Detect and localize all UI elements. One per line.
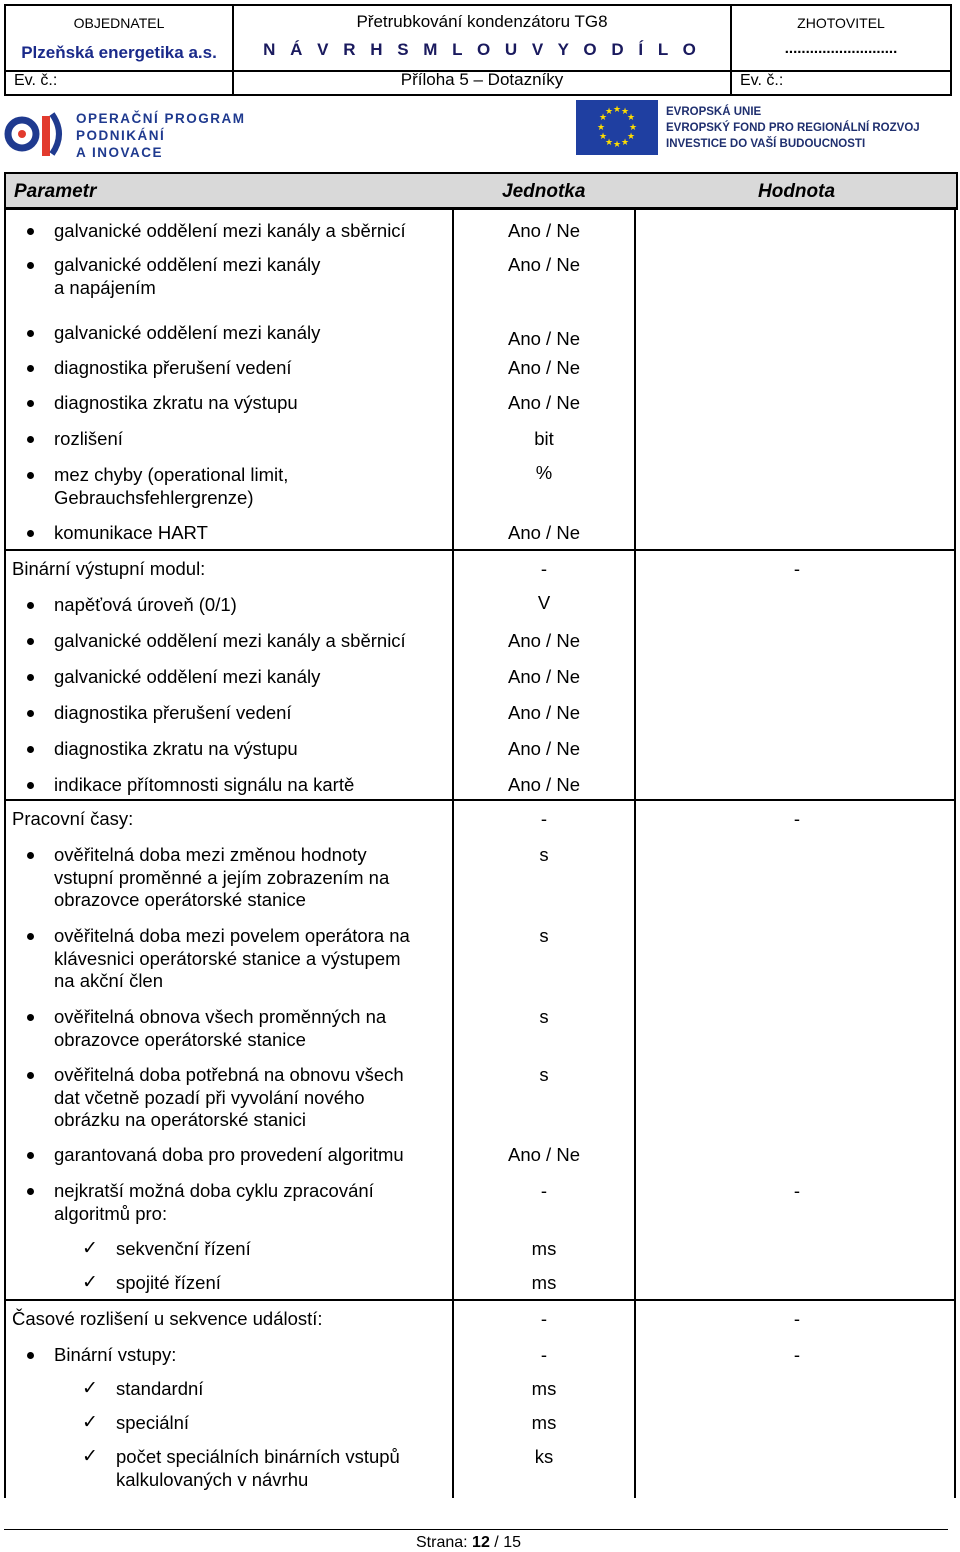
unit-cell: - [540, 1344, 548, 1365]
bullet-icon [27, 782, 34, 789]
bullet-icon [27, 262, 34, 269]
bullet-icon [27, 602, 34, 609]
parameter-label: galvanické oddělení mezi kanály a sběrnicí [54, 630, 406, 651]
header-jednotka: Jednotka [502, 181, 586, 202]
unit-cell: ks [534, 1446, 554, 1467]
svg-text:★: ★ [626, 113, 636, 123]
eu-flag-icon [576, 100, 658, 155]
page-label: Strana: [416, 1534, 468, 1551]
parameter-label: počet speciálních binárních vstupů [116, 1446, 400, 1467]
unit-cell: s [539, 844, 549, 865]
unit-cell: Ano / Ne [508, 522, 580, 543]
bullet-icon [27, 1188, 34, 1195]
parameter-label: spojité řízení [116, 1272, 221, 1293]
unit-cell: Ano / Ne [508, 357, 580, 378]
op-pik-text [76, 110, 246, 161]
parameter-label: standardní [116, 1378, 204, 1399]
op-line-2: PODNIKÁNÍ [76, 128, 166, 143]
header-client-cell [6, 6, 234, 94]
contractor-label: ZHOTOVITEL [797, 15, 885, 31]
bullet-icon [27, 1152, 34, 1159]
parameter-label: na akční člen [54, 970, 164, 991]
eu-line-1: EVROPSKÁ UNIE [666, 106, 762, 118]
unit-cell: % [535, 462, 553, 483]
unit-cell: s [539, 925, 549, 946]
document-subtitle: N Á V R H S M L O U V Y O D Í L O [263, 40, 701, 59]
parameter-label: obrazovce operátorské stanice [54, 1028, 306, 1050]
bullet-icon [27, 1014, 34, 1021]
unit-cell: Ano / Ne [508, 254, 580, 275]
bullet-icon [27, 400, 34, 407]
value-cell[interactable]: - [793, 1308, 801, 1329]
parameter-label: rozlišení [54, 428, 123, 449]
section-divider [4, 549, 956, 551]
svg-text:★: ★ [598, 132, 608, 142]
document-header [4, 4, 952, 96]
parameter-label: indikace přítomnosti signálu na kartě [54, 774, 355, 795]
bullet-icon [27, 436, 34, 443]
parameter-label: komunikace HART [54, 522, 208, 543]
parameter-label: mez chyby (operational limit, [54, 464, 289, 485]
svg-text:★: ★ [612, 105, 622, 115]
unit-cell: Ano / Ne [508, 630, 580, 651]
parameter-label: galvanické oddělení mezi kanály a sběrnicí [54, 220, 406, 241]
bullet-icon [27, 674, 34, 681]
ev-left: Ev. č.: [14, 72, 58, 89]
op-line-3: A INOVACE [76, 145, 164, 160]
bullet-icon [27, 933, 34, 940]
unit-cell: ms [531, 1238, 557, 1259]
value-cell[interactable]: - [793, 1344, 801, 1365]
page-number: 12 [472, 1534, 490, 1551]
header-hodnota: Hodnota [758, 181, 836, 202]
unit-cell: bit [534, 428, 554, 449]
footer-rule [4, 1529, 948, 1530]
table-header [4, 172, 958, 210]
unit-cell: Ano / Ne [508, 702, 580, 723]
parameter-label: speciální [116, 1412, 190, 1433]
parameter-label: dat včetně pozadí při vyvolání nového [54, 1086, 365, 1108]
checkmark-icon: ✓ [82, 1412, 98, 1433]
parameter-label: diagnostika zkratu na výstupu [54, 392, 298, 413]
section-divider [4, 799, 956, 801]
eu-line-3: INVESTICE DO VAŠÍ BUDOUCNOSTI [666, 138, 866, 150]
svg-text:★: ★ [604, 138, 614, 148]
parameter-label: sekvenční řízení [116, 1238, 251, 1259]
svg-text:★: ★ [620, 138, 630, 148]
eu-logo [576, 100, 956, 158]
svg-text:★: ★ [626, 132, 636, 142]
parameter-label: kalkulovaných v návrhu [116, 1468, 309, 1490]
unit-cell: Ano / Ne [508, 738, 580, 759]
op-line-1: OPERAČNÍ PROGRAM [76, 111, 246, 126]
parameter-label: nejkratší možná doba cyklu zpracování [54, 1180, 374, 1201]
unit-cell: Ano / Ne [508, 392, 580, 413]
value-cell[interactable]: - [793, 808, 801, 829]
bullet-icon [27, 746, 34, 753]
parameter-label: obrázku na operátorské stanici [54, 1109, 306, 1130]
parameter-label: diagnostika zkratu na výstupu [54, 738, 298, 759]
parameter-label: diagnostika přerušení vedení [54, 357, 292, 378]
section-label: Binární výstupní modul: [12, 558, 206, 579]
eu-line-2: EVROPSKÝ FOND PRO REGIONÁLNÍ ROZVOJ [666, 122, 920, 134]
svg-text:★: ★ [628, 123, 638, 133]
bullet-icon [27, 852, 34, 859]
bullet-icon [27, 330, 34, 337]
parameters-table [4, 172, 958, 1498]
section-label: Časové rozlišení u sekvence událostí: [12, 1308, 323, 1329]
unit-cell: Ano / Ne [508, 774, 580, 795]
bullet-icon [27, 710, 34, 717]
parameter-label: algoritmů pro: [54, 1202, 168, 1224]
unit-cell: ms [531, 1412, 557, 1433]
parameter-label: galvanické oddělení mezi kanály [54, 254, 321, 275]
parameter-label: galvanické oddělení mezi kanály [54, 322, 321, 343]
page-footer [416, 1534, 521, 1552]
header-title-cell [234, 6, 732, 94]
page-total: / 15 [494, 1534, 521, 1551]
op-pik-logo [4, 104, 264, 164]
parameter-label: vstupní proměnné a jejím zobrazením na [54, 866, 390, 888]
value-cell[interactable]: - [793, 1180, 801, 1201]
checkmark-icon: ✓ [82, 1446, 98, 1467]
header-contractor-cell [732, 6, 950, 94]
parameter-label: Binární vstupy: [54, 1344, 177, 1365]
parameter-label: ověřitelná doba potřebná na obnovu všech [54, 1064, 404, 1085]
unit-cell: s [539, 1006, 549, 1027]
header-parametr: Parametr [14, 181, 97, 202]
contractor-value: ........................... [784, 40, 898, 57]
bullet-icon [27, 638, 34, 645]
parameter-label: ověřitelná doba mezi změnou hodnoty [54, 844, 367, 865]
unit-cell: Ano / Ne [508, 328, 580, 349]
unit-cell: ms [531, 1272, 557, 1293]
attachment-label: Příloha 5 – Dotazníky [400, 70, 564, 89]
table-column-border [634, 208, 636, 1498]
unit-cell: Ano / Ne [508, 1144, 580, 1165]
bullet-icon [27, 365, 34, 372]
parameter-label: a napájením [54, 276, 156, 298]
bullet-icon [27, 1072, 34, 1079]
parameter-label: napěťová úroveň (0/1) [54, 594, 237, 615]
ev-right: Ev. č.: [740, 72, 784, 89]
bullet-icon [27, 1352, 34, 1359]
unit-cell: Ano / Ne [508, 666, 580, 687]
unit-cell: - [540, 558, 548, 579]
parameter-label: ověřitelná doba mezi povelem operátora na [54, 925, 410, 946]
svg-text:★: ★ [604, 107, 614, 117]
svg-text:★: ★ [620, 107, 630, 117]
unit-cell: ms [531, 1378, 557, 1399]
unit-cell: V [537, 592, 551, 613]
unit-cell: - [540, 808, 548, 829]
unit-cell: s [539, 1064, 549, 1085]
svg-text:★: ★ [612, 140, 622, 150]
unit-cell: - [540, 1180, 548, 1201]
value-cell[interactable]: - [793, 558, 801, 579]
checkmark-icon: ✓ [82, 1272, 98, 1293]
unit-cell: Ano / Ne [508, 220, 580, 241]
bullet-icon [27, 472, 34, 479]
table-column-border [4, 208, 6, 1498]
parameter-label: garantovaná doba pro provedení algoritmu [54, 1144, 404, 1165]
bullet-icon [27, 228, 34, 235]
table-column-border [954, 208, 956, 1498]
document-title: Přetrubkování kondenzátoru TG8 [356, 12, 608, 31]
client-name: Plzeňská energetika a.s. [21, 43, 217, 62]
parameter-label: Gebrauchsfehlergrenze) [54, 486, 254, 508]
svg-text:★: ★ [598, 113, 608, 123]
unit-cell: - [540, 1308, 548, 1329]
checkmark-icon: ✓ [82, 1238, 98, 1259]
client-label: OBJEDNATEL [73, 15, 165, 31]
section-label: Pracovní časy: [12, 808, 134, 829]
parameter-label: diagnostika přerušení vedení [54, 702, 292, 723]
checkmark-icon: ✓ [82, 1378, 98, 1399]
parameter-label: ověřitelná obnova všech proměnných na [54, 1006, 387, 1027]
parameter-label: obrazovce operátorské stanice [54, 889, 306, 910]
op-pik-emblem-icon [4, 104, 68, 162]
parameter-label: galvanické oddělení mezi kanály [54, 666, 321, 687]
section-divider [4, 1299, 956, 1301]
bullet-icon [27, 530, 34, 537]
parameter-label: klávesnici operátorské stanice a výstupem [54, 947, 401, 969]
svg-text:★: ★ [596, 123, 606, 133]
eu-text [666, 104, 920, 152]
